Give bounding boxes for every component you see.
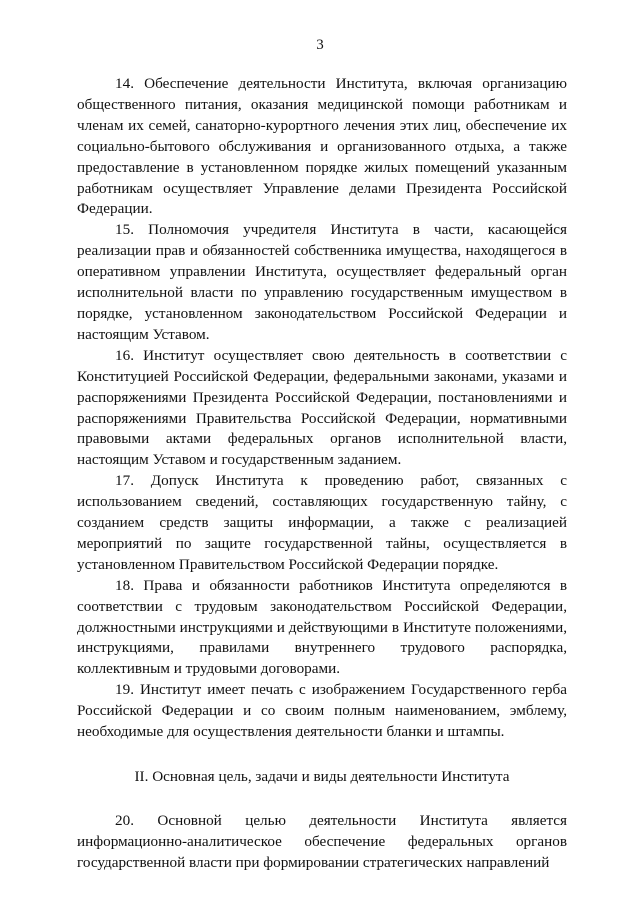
- paragraph-19: 19. Институт имеет печать с изображением Государственного герба Российской Федерации и со своим полным наименованием, эмблему, необходимые для осуществления деятельности бланки и штампы.: [77, 681, 567, 741]
- page-number: 3: [316, 37, 324, 53]
- document-body: [77, 74, 567, 874]
- paragraph-18: 18. Права и обязанности работников Института определяются в соответствии с трудовым законодательством Российской Федерации, должностными инструкциями и действующими в Институте положениями, инструкциями, правилами внутреннего трудового распорядка, коллективным и трудовыми договорами.: [77, 576, 567, 678]
- paragraph-17: 17. Допуск Института к проведению работ, связанных с использованием сведений, составляющих государственную тайну, с созданием средств защиты информации, а также с реализацией мероприятий по защите государственной тайны, осуществляется в установленном Правительством Российской Федерации порядке.: [77, 472, 567, 573]
- paragraph-16: 16. Институт осуществляет свою деятельность в соответствии с Конституцией Российской Федерации, федеральными законами, указами и распоряжениями Президента Российской Федерации, постановлениями и распоряжениями Правительства Российской Федерации, нормативными правовыми актами федеральных органов исполнительной власти, настоящим Уставом и государственным заданием.: [77, 346, 567, 469]
- paragraph-15: 15. Полномочия учредителя Института в части, касающейся реализации прав и обязанностей собственника имущества, находящегося в оперативном управлении Института, осуществляет федеральный орган исполнительной власти по управлению государственным имуществом в порядке, установленном законодательством Российской Федерации и настоящим Уставом.: [77, 221, 567, 343]
- paragraph-20: 20. Основной целью деятельности Института является информационно-аналитическое обеспечение федеральных органов государственной власти при формировании стратегических направлений: [77, 811, 567, 871]
- paragraph-14: 14. Обеспечение деятельности Института, включая организацию общественного питания, оказания медицинской помощи работникам и членам их семей, санаторно-курортного лечения этих лиц, обеспечение их социально-бытового обслуживания и организованного отдыха, а также предоставление в установленном порядке жилых помещений указанным работникам осуществляет Управление делами Президента Российской Федерации.: [77, 75, 567, 218]
- section-heading: II. Основная цель, задачи и виды деятельности Института: [134, 768, 510, 785]
